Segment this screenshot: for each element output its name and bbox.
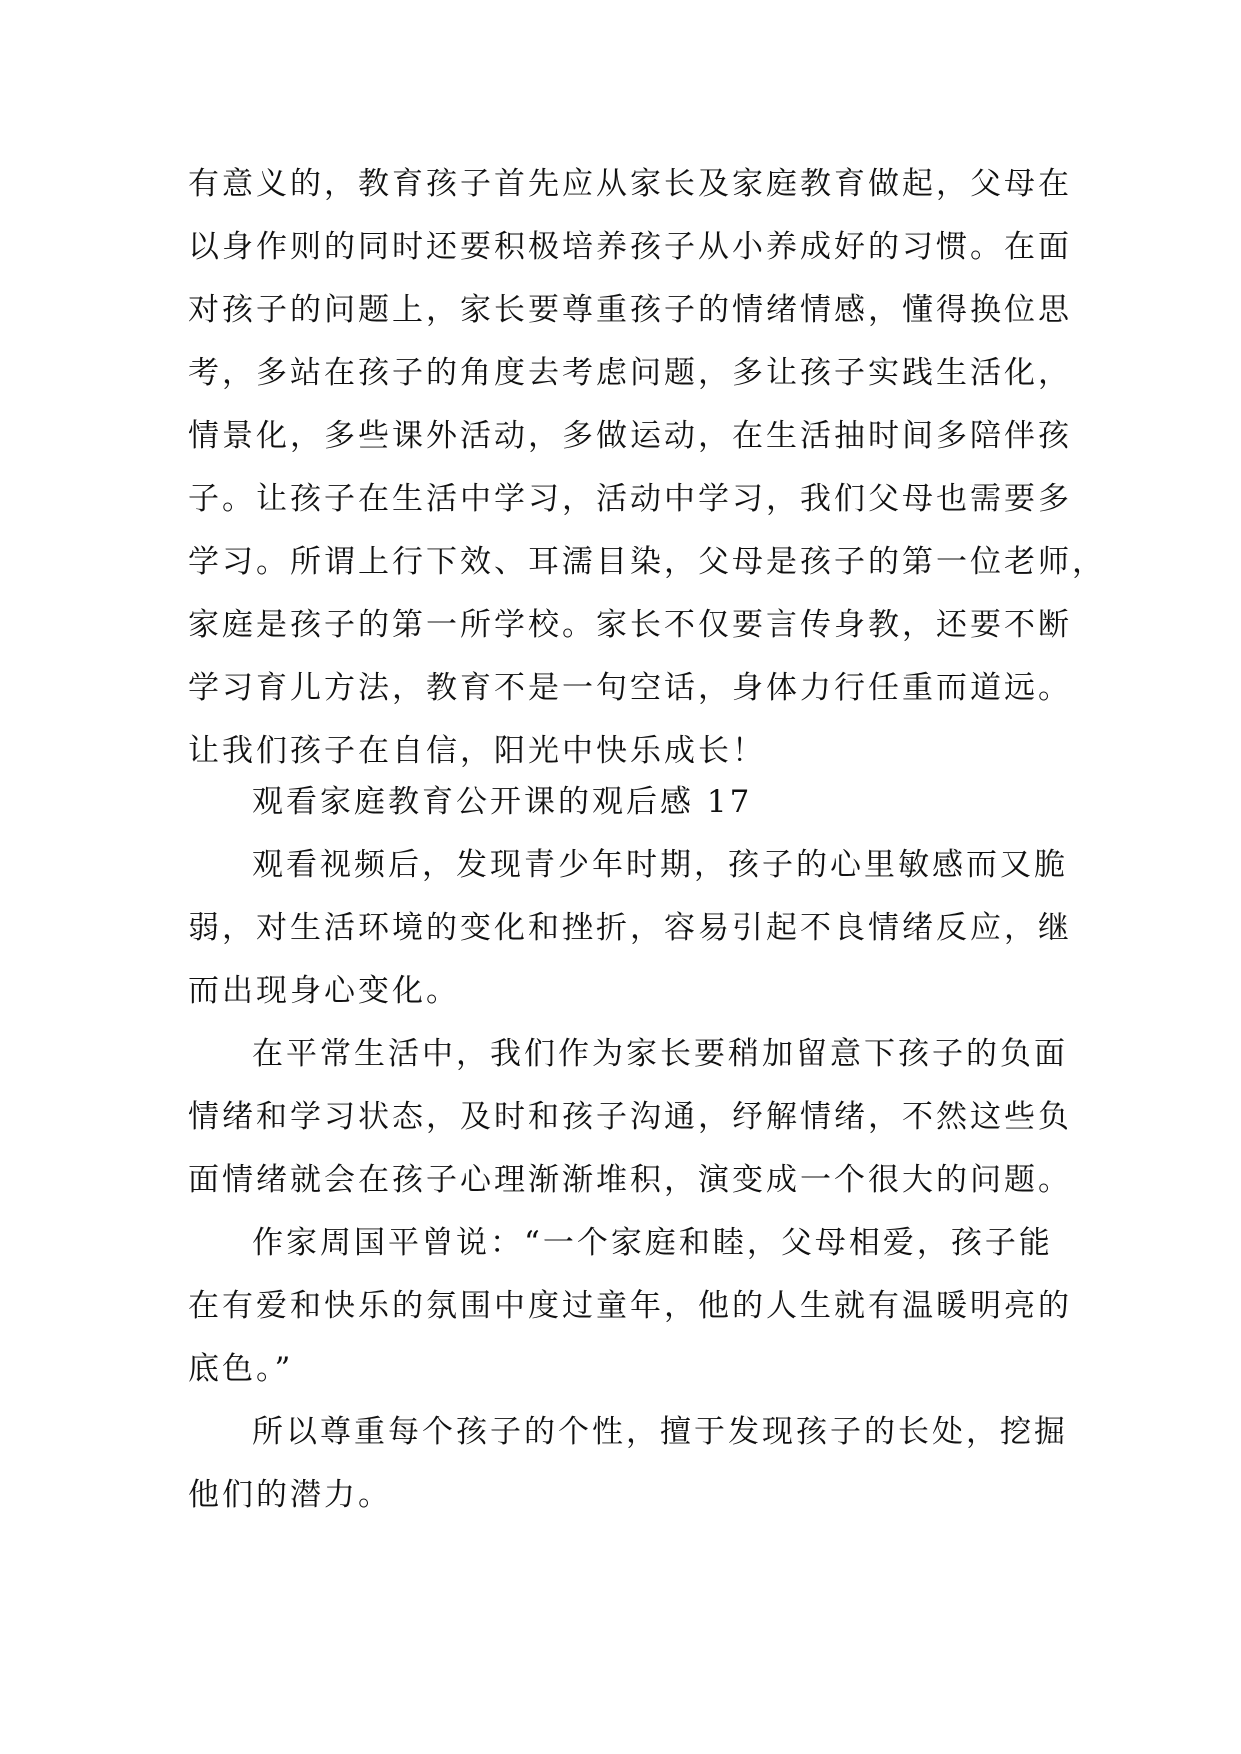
text-line: 他们的潜力。 [188,1477,392,1513]
text-line: 情景化，多些课外活动，多做运动，在生活抽时间多陪伴孩 [188,418,1072,454]
paragraph-continued [188,153,1106,783]
text-line: 考，多站在孩子的角度去考虑问题，多让孩子实践生活化， [188,355,1072,391]
text-line: 底色。” [188,1351,294,1387]
text-line: 弱，对生活环境的变化和挫折，容易引起不良情绪反应，继 [188,910,1072,946]
text-line: 让我们孩子在自信，阳光中快乐成长！ [188,733,766,769]
text-line: 情绪和学习状态，及时和孩子沟通，纾解情绪，不然这些负 [188,1099,1072,1135]
text-line: 对孩子的问题上，家长要尊重孩子的情绪情感，懂得换位思 [188,292,1072,328]
text-line: 所以尊重每个孩子的个性，擅于发现孩子的长处，挖掘 [252,1414,1068,1450]
text-line: 学习育儿方法，教育不是一句空话，身体力行任重而道远。 [188,670,1072,706]
text-line: 在平常生活中，我们作为家长要稍加留意下孩子的负面 [252,1036,1068,1072]
text-line: 观看视频后，发现青少年时期，孩子的心里敏感而又脆 [252,847,1068,883]
text-line: 面情绪就会在孩子心理渐渐堆积，演变成一个很大的问题。 [188,1162,1072,1198]
text-line: 有意义的，教育孩子首先应从家长及家庭教育做起，父母在 [188,166,1072,202]
section [188,771,1072,1527]
text-line: 家庭是孩子的第一所学校。家长不仅要言传身教，还要不断 [188,607,1072,643]
text-line: 子。让孩子在生活中学习，活动中学习，我们父母也需要多 [188,481,1072,517]
text-line: 学习。所谓上行下效、耳濡目染，父母是孩子的第一位老师， [188,544,1106,580]
text-line: 而出现身心变化。 [188,973,460,1009]
section-title: 观看家庭教育公开课的观后感 17 [252,784,753,820]
text-line: 以身作则的同时还要积极培养孩子从小养成好的习惯。在面 [188,229,1072,265]
text-line: 在有爱和快乐的氛围中度过童年，他的人生就有温暖明亮的 [188,1288,1072,1324]
text-line: 作家周国平曾说：“一个家庭和睦，父母相爱，孩子能 [252,1225,1053,1261]
